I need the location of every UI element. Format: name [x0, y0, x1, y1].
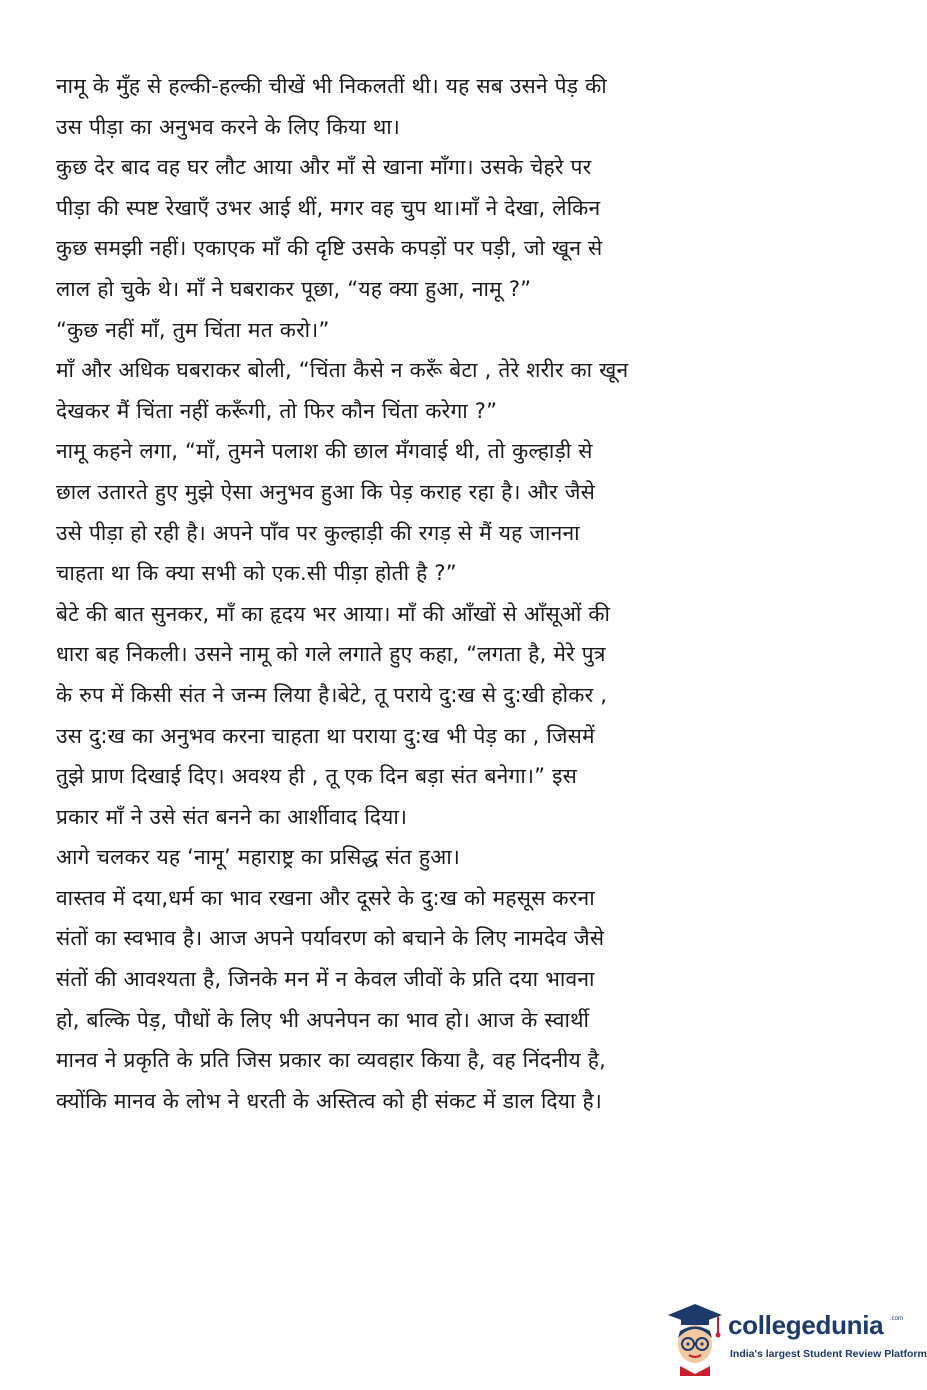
brand-tagline: India's largest Student Review Platform [730, 1348, 927, 1360]
text-line-6: लाल हो चुके थे। माँ ने घबराकर पूछा, “यह क्या हुआ, नामू ?” [56, 276, 532, 301]
text-line-8: माँ और अधिक घबराकर बोली, “चिंता कैसे न करूँ बेटा , तेरे शरीर का खून [56, 358, 629, 383]
text-line-9: देखकर मैं चिंता नहीं करूँगी, तो फिर कौन चिंता करेगा ?” [56, 398, 498, 423]
text-line-16: के रुप में किसी संत ने जन्म लिया है।बेटे, तू पराये दु:ख से दु:खी होकर , [56, 682, 608, 707]
text-line-10: नामू कहने लगा, “माँ, तुमने पलाश की छाल मँगवाई थी, तो कुल्हाड़ी से [56, 439, 593, 464]
text-line-15: धारा बह निकली। उसने नामू को गले लगाते हुए कहा, “लगता है, मेरे पुत्र [56, 642, 606, 667]
text-line-13: चाहता था कि क्या सभी को एक.सी पीड़ा होती है ?” [56, 561, 457, 586]
brand-name: collegedunia [728, 1310, 884, 1340]
text-line-4: पीड़ा की स्पष्ट रेखाएँ उभर आई थीं, मगर वह चुप था।माँ ने देखा, लेकिन [56, 195, 601, 220]
text-line-25: मानव ने प्रकृति के प्रति जिस प्रकार का व्यवहार किया है, वह निंदनीय है, [56, 1048, 607, 1073]
text-line-14: बेटे की बात सुनकर, माँ का हृदय भर आया। माँ की आँखों से आँसूओं की [56, 601, 611, 626]
text-line-1: नामू के मुँह से हल्की-हल्की चीखें भी निकलतीं थी। यह सब उसने पेड़ की [56, 74, 607, 98]
text-line-11: छाल उतारते हुए मुझे ऐसा अनुभव हुआ कि पेड़ कराह रहा है। और जैसे [56, 479, 596, 504]
student-mascot-icon [664, 1300, 726, 1376]
text-line-7: “कुछ नहीं माँ, तुम चिंता मत करो।” [56, 317, 330, 342]
text-line-23: संतों की आवश्यता है, जिनके मन में न केवल जीवों के प्रति दया भावना [56, 967, 595, 992]
collegedunia-watermark[interactable] [664, 1300, 927, 1380]
text-line-22: संतों का स्वभाव है। आज अपने पर्यावरण को बचाने के लिए नामदेव जैसे [56, 926, 605, 951]
text-line-3: कुछ देर बाद वह घर लौट आया और माँ से खाना माँगा। उसके चेहरे पर [56, 155, 592, 180]
brand-domain-suffix: .com [890, 1316, 904, 1322]
text-line-21: वास्तव में दया,धर्म का भाव रखना और दूसरे के दु:ख को महसूस करना [56, 885, 595, 910]
text-line-19: प्रकार माँ ने उसे संत बनने का आर्शीवाद दिया। [56, 804, 408, 829]
text-line-26: क्योंकि मानव के लोभ ने धरती के अस्तित्व को ही संकट में डाल दिया है। [56, 1088, 602, 1113]
text-line-2: उस पीड़ा का अनुभव करने के लिए किया था। [56, 114, 401, 139]
document-page [56, 66, 846, 1121]
text-line-18: तुझे प्राण दिखाई दिए। अवश्य ही , तू एक दिन बड़ा संत बनेगा।” इस [56, 764, 578, 789]
text-line-5: कुछ समझी नहीं। एकाएक माँ की दृष्टि उसके कपड़ों पर पड़ी, जो खून से [56, 236, 603, 261]
text-line-20: आगे चलकर यह ‘नामू’ महाराष्ट्र का प्रसिद्ध संत हुआ। [56, 845, 461, 870]
text-line-24: हो, बल्कि पेड़, पौधों के लिए भी अपनेपन का भाव हो। आज के स्वार्थी [56, 1007, 590, 1032]
text-line-12: उसे पीड़ा हो रही है। अपने पाँव पर कुल्हाड़ी की रगड़ से मैं यह जानना [56, 520, 580, 545]
text-line-17: उस दु:ख का अनुभव करना चाहता था पराया दु:ख भी पेड़ का , जिसमें [56, 723, 595, 748]
